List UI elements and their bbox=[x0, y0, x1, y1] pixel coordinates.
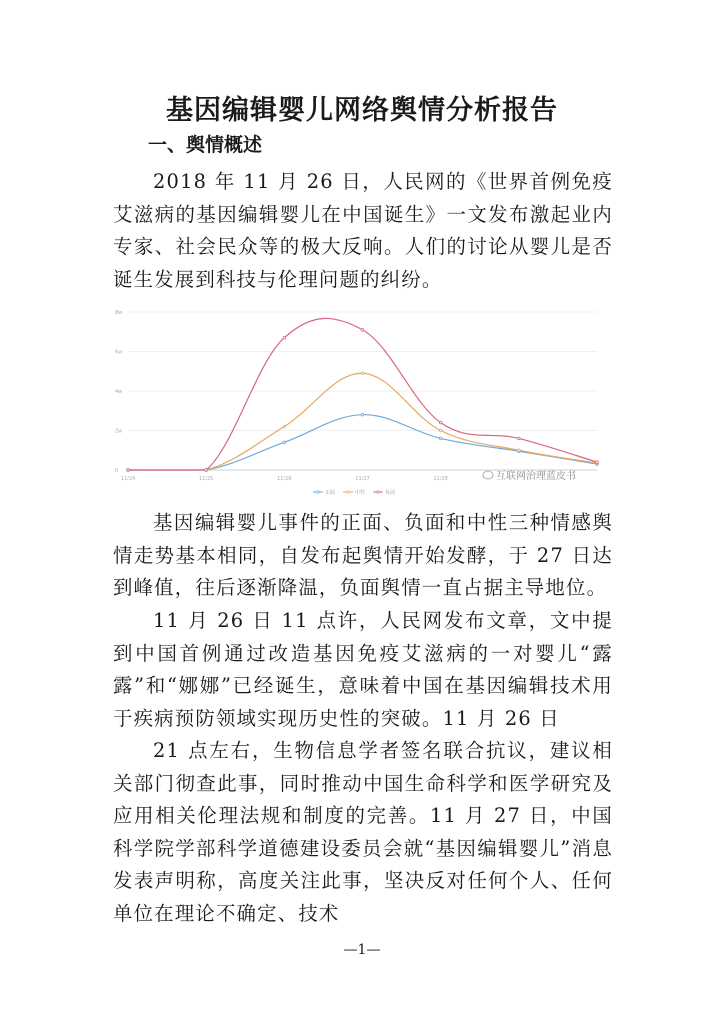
data-point bbox=[518, 449, 521, 452]
wechat-icon bbox=[483, 471, 493, 479]
data-point bbox=[127, 469, 130, 472]
series-line-正面 bbox=[128, 415, 597, 470]
data-point bbox=[596, 461, 599, 464]
page-number: —1— bbox=[343, 942, 381, 958]
line-chart-svg bbox=[110, 300, 610, 500]
x-tick-label: 11/28 bbox=[433, 476, 448, 482]
series-line-中性 bbox=[128, 373, 597, 470]
paragraph-event-1: 11 月 26 日 11 点许，人民网发布文章，文中提到中国首例通过改造基因免疫艾滋病的一对婴儿“露露”和“娜娜”已经诞生，意味着中国在基因编辑技术用于疾病预防领域实现历史性的突破。11 月 26 日 bbox=[113, 609, 613, 730]
data-point bbox=[439, 437, 442, 440]
y-tick-label: 0 bbox=[115, 468, 119, 474]
data-point bbox=[439, 421, 442, 424]
sentiment-trend-chart bbox=[110, 300, 610, 500]
svg-text:正面: 正面 bbox=[325, 490, 336, 496]
legend-item bbox=[343, 489, 365, 496]
x-tick-label: 11/24 bbox=[120, 476, 136, 482]
data-point bbox=[439, 429, 442, 432]
y-tick-label: 6w bbox=[115, 349, 123, 356]
svg-text:负面: 负面 bbox=[385, 490, 396, 496]
svg-text:中性: 中性 bbox=[355, 490, 366, 496]
data-point bbox=[283, 441, 286, 444]
page-title: 基因编辑婴儿网络舆情分析报告 bbox=[166, 95, 558, 126]
paragraph-overview: 2018 年 11 月 26 日，人民网的《世界首例免疫艾滋病的基因编辑婴儿在中国诞生》一文发布激起业内专家、社会民众等的极大反响。人们的讨论从婴儿是否诞生发展到科技与伦理问题的纠纷。 bbox=[113, 170, 613, 291]
data-point bbox=[283, 425, 286, 428]
x-tick-label: 11/27 bbox=[355, 476, 370, 482]
svg-text:互联网治理蓝皮书: 互联网治理蓝皮书 bbox=[496, 471, 576, 482]
x-tick-label: 11/25 bbox=[198, 476, 214, 482]
y-tick-label: 2w bbox=[115, 428, 123, 435]
watermark bbox=[483, 469, 576, 482]
paragraph-event-2: 21 点左右，生物信息学者签名联合抗议，建议相关部门彻查此事，同时推动中国生命科学和医学研究及应用相关伦理法规和制度的完善。11 月 27 日，中国科学院学部科学道德建设委员会就“基因编辑婴儿”消息发表声明称，高度关注此事，坚决反对任何个人、任何单位在理论不确定、技术 bbox=[113, 739, 613, 925]
data-point bbox=[361, 328, 364, 331]
section-heading: 一、舆情概述 bbox=[148, 134, 263, 156]
y-tick-label: 8w bbox=[115, 310, 123, 316]
y-tick-label: 4w bbox=[115, 389, 123, 395]
data-point bbox=[205, 469, 208, 472]
data-point bbox=[518, 437, 521, 440]
data-point bbox=[283, 336, 286, 339]
legend-item bbox=[313, 489, 335, 496]
paragraph-trend-summary: 基因编辑婴儿事件的正面、负面和中性三种情感舆情走势基本相同，自发布起舆情开始发酵，于 27 日达到峰值，往后逐渐降温，负面舆情一直占据主导地位。 bbox=[113, 511, 613, 599]
legend-item bbox=[373, 489, 395, 496]
data-point bbox=[361, 413, 364, 416]
series-line-负面 bbox=[128, 318, 597, 470]
data-point bbox=[361, 372, 364, 375]
x-tick-label: 11/26 bbox=[277, 476, 292, 482]
